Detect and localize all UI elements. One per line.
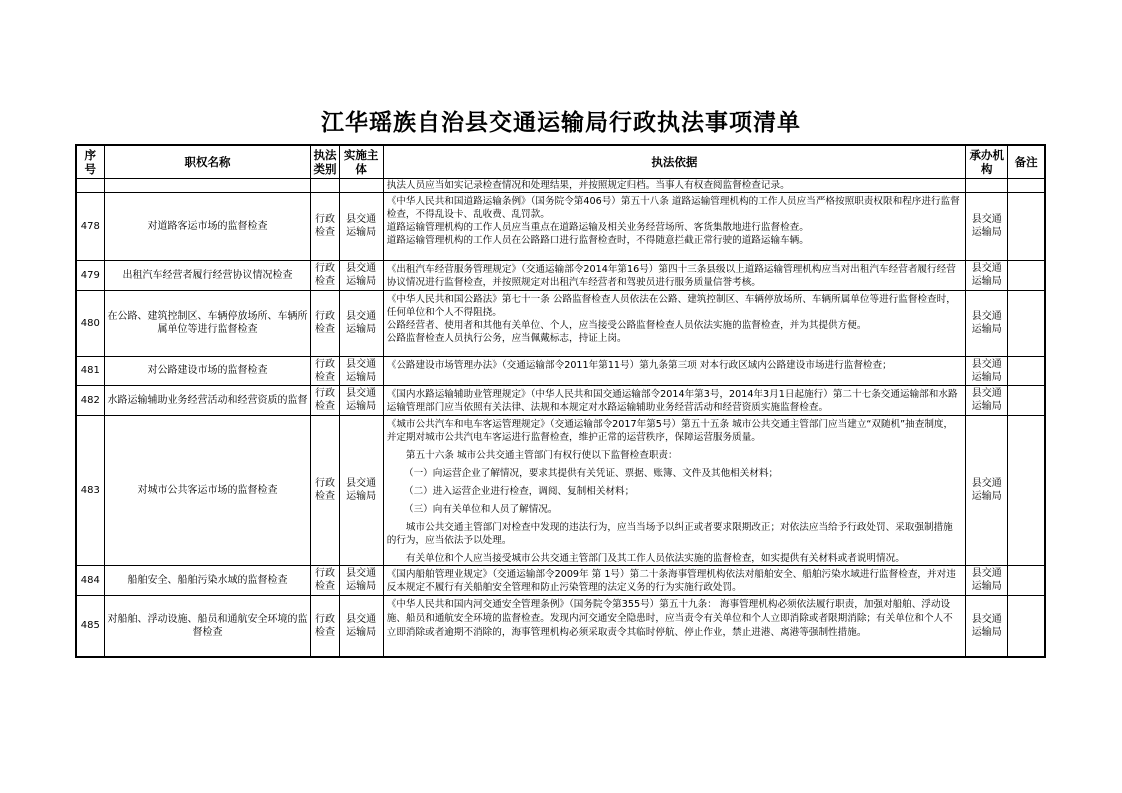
cell-dept: 县交通运输局 bbox=[966, 415, 1008, 565]
table-row bbox=[76, 290, 1045, 356]
basis-line: 《出租汽车经营服务管理规定》（交通运输部令2014年第16号）第四十三条县级以上道路运输管理机构应当对出租汽车经营者履行经营协议情况进行监督检查，并按照规定对出租汽车经营者和驾驶员进行服务质量信誉考核。 bbox=[386, 263, 956, 288]
cell-seq: 483 bbox=[76, 415, 104, 565]
cell-basis bbox=[383, 178, 965, 192]
basis-line: 《中华人民共和国道路运输条例》（国务院令第406号）第五十八条 道路运输管理机构的工作人员应当严格按照职责权限和程序进行监督检查，不得乱设卡、乱收费、乱罚款。 bbox=[386, 195, 960, 220]
cell-name bbox=[104, 178, 311, 192]
basis-block bbox=[387, 418, 962, 564]
basis-line: 有关单位和个人应当接受城市公共交通主管部门及其工作人员依法实施的监督检查，如实提供有关材料或者说明情况。 bbox=[405, 552, 905, 564]
cell-category bbox=[311, 178, 339, 192]
cell-seq: 485 bbox=[76, 595, 104, 657]
cell-basis bbox=[383, 290, 965, 356]
basis-line: 道路运输管理机构的工作人员在公路路口进行监督检查时，不得随意拦截正常行驶的道路运输车辆。 bbox=[386, 234, 809, 246]
cell-basis bbox=[383, 595, 965, 657]
cell-seq: 481 bbox=[76, 356, 104, 385]
cell-subject: 县交通运输局 bbox=[339, 385, 383, 415]
cell-subject: 县交通运输局 bbox=[339, 415, 383, 565]
basis-line: 第五十六条 城市公共交通主管部门有权行使以下监督检查职责： bbox=[405, 449, 678, 461]
cell-dept: 县交通运输局 bbox=[966, 356, 1008, 385]
table-row bbox=[76, 385, 1045, 415]
cell-category: 行政检查 bbox=[311, 385, 339, 415]
basis-line: （二）进入运营企业进行检查，调阅、复制相关材料； bbox=[404, 485, 635, 497]
cell-note bbox=[1008, 356, 1045, 385]
table-row bbox=[76, 192, 1045, 260]
basis-line: （三）向有关单位和人员了解情况。 bbox=[404, 503, 558, 515]
cell-subject bbox=[339, 178, 383, 192]
cell-seq: 484 bbox=[76, 565, 104, 595]
basis-line: 《公路建设市场管理办法》（交通运输部令2011年第11号）第九条第三项 对本行政区域内公路建设市场进行监督检查； bbox=[386, 359, 892, 371]
table-row bbox=[76, 595, 1045, 657]
cell-category: 行政检查 bbox=[311, 290, 339, 356]
cell-dept: 县交通运输局 bbox=[966, 595, 1008, 657]
table-row bbox=[76, 260, 1045, 290]
cell-basis bbox=[383, 192, 965, 260]
cell-note bbox=[1008, 565, 1045, 595]
cell-subject: 县交通运输局 bbox=[339, 595, 383, 657]
basis-line: 《国内水路运输辅助业管理规定》（中华人民共和国交通运输部令2014年第3号，2014年3月1日起施行）第二十七条交通运输部和水路运输管理部门应当依照有关法律、法规和本规定对水路运输辅助业务经营活动和经营资质实施监督检查。 bbox=[386, 388, 958, 413]
basis-line: 公路监督检查人员执行公务，应当佩戴标志，持证上岗。 bbox=[386, 332, 627, 344]
cell-category: 行政检查 bbox=[311, 356, 339, 385]
cell-note bbox=[1008, 415, 1045, 565]
basis-line: 公路经营者、使用者和其他有关单位、个人，应当接受公路监督检查人员依法实施的监督检查，并为其提供方便。 bbox=[386, 319, 867, 331]
cell-name: 对船舶、浮动设施、船员和通航安全环境的监督检查 bbox=[104, 595, 311, 657]
basis-line: 道路运输管理机构的工作人员应当重点在道路运输及相关业务经营场所、客货集散地进行监督检查。 bbox=[386, 221, 809, 233]
cell-seq bbox=[76, 178, 104, 192]
basis-line: 《中华人民共和国内河交通安全管理条例》（国务院令第355号）第五十九条： 海事管理机构必须依法履行职责，加强对船舶、浮动设施、船员和通航安全环境的监督检查。发现内河交通安全隐患时，应当责令有关单位和个人立即消除或者限期消除；有关单位和个人不立即消除或者逾期不消除的，海事管理机构必须采取责令其临时停航、停止作业，禁止进港、离港等强制性措施。 bbox=[386, 598, 953, 638]
cell-basis bbox=[383, 415, 965, 565]
cell-subject: 县交通运输局 bbox=[339, 356, 383, 385]
cell-dept: 县交通运输局 bbox=[966, 290, 1008, 356]
header-basis: 执法依据 bbox=[383, 145, 965, 178]
cell-name: 船舶安全、船舶污染水域的监督检查 bbox=[104, 565, 311, 595]
cell-subject: 县交通运输局 bbox=[339, 192, 383, 260]
table-row bbox=[76, 178, 1045, 192]
cell-note bbox=[1008, 385, 1045, 415]
cell-category: 行政检查 bbox=[311, 415, 339, 565]
header-name: 职权名称 bbox=[104, 145, 311, 178]
table-row bbox=[76, 415, 1045, 565]
cell-basis bbox=[383, 356, 965, 385]
cell-subject: 县交通运输局 bbox=[339, 565, 383, 595]
basis-line: 城市公共交通主管部门对检查中发现的违法行为，应当当场予以纠正或者要求限期改正；对依法应当给予行政处罚、采取强制措施的行为，应当依法予以处理。 bbox=[386, 521, 953, 546]
basis-line: 《国内船舶管理业规定》（交通运输部令2009年 第 1号）第二十条海事管理机构依法对船舶安全、船舶污染水域进行监督检查，并对违反本规定不履行有关船舶安全管理和防止污染管理的法定义务的行为实施行政处罚。 bbox=[386, 568, 956, 593]
header-dept: 承办机构 bbox=[966, 145, 1008, 178]
cell-note bbox=[1008, 192, 1045, 260]
cell-seq: 478 bbox=[76, 192, 104, 260]
header-note: 备注 bbox=[1008, 145, 1045, 178]
cell-seq: 479 bbox=[76, 260, 104, 290]
cell-note bbox=[1008, 260, 1045, 290]
cell-category: 行政检查 bbox=[311, 260, 339, 290]
header-row bbox=[76, 145, 1045, 178]
cell-name: 在公路、建筑控制区、车辆停放场所、车辆所属单位等进行监督检查 bbox=[104, 290, 311, 356]
cell-subject: 县交通运输局 bbox=[339, 260, 383, 290]
basis-line: 执法人员应当如实记录检查情况和处理结果，并按照规定归档。当事人有权查阅监督检查记录。 bbox=[386, 179, 790, 191]
cell-category: 行政检查 bbox=[311, 565, 339, 595]
page-title: 江华瑶族自治县交通运输局行政执法事项清单 bbox=[321, 109, 801, 136]
cell-note bbox=[1008, 290, 1045, 356]
basis-line: （一）向运营企业了解情况，要求其提供有关凭证、票据、账簿、文件及其他相关材料； bbox=[404, 467, 779, 479]
cell-subject: 县交通运输局 bbox=[339, 290, 383, 356]
basis-line: 《城市公共汽车和电车客运管理规定》（交通运输部令2017年第5号）第五十五条 城市公共交通主管部门应当建立“双随机”抽查制度，并定期对城市公共汽电车客运进行监督检查，维护正常的运营秩序，保障运营服务质量。 bbox=[386, 418, 954, 443]
cell-note bbox=[1008, 178, 1045, 192]
cell-seq: 482 bbox=[76, 385, 104, 415]
cell-name: 对公路建设市场的监督检查 bbox=[104, 356, 311, 385]
cell-name: 水路运输辅助业务经营活动和经营资质的监督 bbox=[104, 385, 311, 415]
cell-category: 行政检查 bbox=[311, 192, 339, 260]
cell-dept: 县交通运输局 bbox=[966, 565, 1008, 595]
cell-seq: 480 bbox=[76, 290, 104, 356]
cell-basis bbox=[383, 385, 965, 415]
cell-category: 行政检查 bbox=[311, 595, 339, 657]
table-row bbox=[76, 356, 1045, 385]
cell-basis bbox=[383, 565, 965, 595]
cell-dept bbox=[966, 178, 1008, 192]
cell-name: 对道路客运市场的监督检查 bbox=[104, 192, 311, 260]
table-row bbox=[76, 565, 1045, 595]
header-seq: 序号 bbox=[76, 145, 104, 178]
header-category: 执法类别 bbox=[311, 145, 339, 178]
cell-name: 对城市公共客运市场的监督检查 bbox=[104, 415, 311, 565]
law-enforcement-table bbox=[75, 144, 1046, 658]
header-subject: 实施主体 bbox=[339, 145, 383, 178]
cell-note bbox=[1008, 595, 1045, 657]
cell-name: 出租汽车经营者履行经营协议情况检查 bbox=[104, 260, 311, 290]
cell-basis bbox=[383, 260, 965, 290]
cell-dept: 县交通运输局 bbox=[966, 260, 1008, 290]
cell-dept: 县交通运输局 bbox=[966, 192, 1008, 260]
basis-line: 《中华人民共和国公路法》第七十一条 公路监督检查人员依法在公路、建筑控制区、车辆停放场所、车辆所属单位等进行监督检查时，任何单位和个人不得阻挠。 bbox=[386, 293, 956, 318]
cell-dept: 县交通运输局 bbox=[966, 385, 1008, 415]
